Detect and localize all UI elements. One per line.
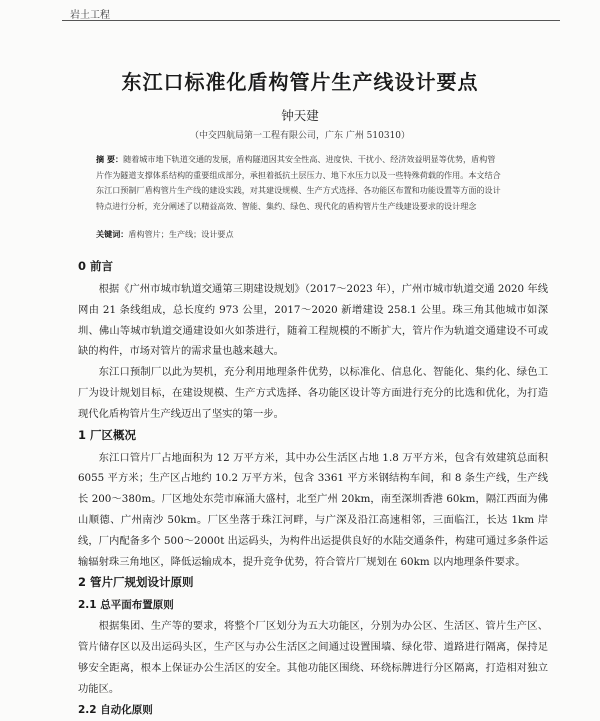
- subsection-heading-2-1: 2.1 总平面布置原则: [78, 599, 174, 612]
- abstract-text: 随着城市地下轨道交通的发展，盾构隧道因其安全性高、进度快、干扰小、经济效益明显等优势，盾构管片作为隧道支撑体系结构的重要组成部分，承担着抵抗土层压力、地下水压力以及一些特殊荷载的作用。本文结合东江口预制厂盾构管片生产线的建设实践，对其建设规模、生产方式选择、各功能区布置和功能设置等方面的设计特点进行分析，充分阐述了以精益高效、智能、集约、绿色、现代化的盾构管片生产线建设要求的设计理念: [96, 154, 501, 211]
- keywords: [96, 229, 501, 240]
- header-rule: [62, 20, 560, 21]
- paper-affiliation: （中交四航局第一工程有限公司，广东 广州 510310）: [189, 131, 411, 141]
- abstract: [96, 152, 501, 214]
- section-heading-2: 2 管片厂规划设计原则: [78, 575, 194, 590]
- abstract-label: 摘 要：: [96, 154, 124, 164]
- section-heading-1: 1 厂区概况: [78, 427, 137, 442]
- paper-body: [78, 256, 548, 721]
- keywords-label: 关键词：: [96, 229, 129, 239]
- paragraph: 根据集团、生产等的要求，将整个厂区划分为五大功能区，分别为办公区、生活区、管片生产区、管片储存区以及出运码头区，生产区与办公生活区之间通过设置围墙、绿化带、道路进行隔离，保持足够安全距离，根本上保证办公生活区的安全。其他功能区围绕、环绕标牌进行分区隔离，打造相对独立功能区。: [78, 620, 548, 695]
- running-head: 岩土工程: [70, 10, 110, 21]
- paragraph: 东江口预制厂以此为契机，充分利用地理条件优势，以标准化、信息化、智能化、集约化、绿色工厂为设计规划目标，在建设规模、生产方式选择、各功能区设计等方面进行充分的比选和优化，为打造现代化盾构管片生产线迈出了坚实的第一步。: [78, 366, 548, 420]
- keywords-text: 盾构管片；生产线；设计要点: [128, 229, 234, 239]
- section-heading-0: 0 前言: [78, 259, 114, 273]
- subsection-heading-2-2: 2.2 自动化原则: [78, 703, 153, 716]
- paragraph: 根据《广州市城市轨道交通第三期建设规划》（2017～2023 年），广州市城市轨道交通 2020 年线网由 21 条线组成，总长度约 973 公里，2017～2020 新增建设 258.1 公里。珠三角其他城市如深圳、佛山等城市轨道交通建设如火如荼进行，随着工程规模的不断扩大，管片作为轨道交通建设不可或缺的构件，市场对管片的需求量也越来越大。: [78, 283, 548, 358]
- paragraph: 东江口管片厂占地面积为 12 万平方米，其中办公生活区占地 1.8 万平方米，包含有效建筑总面积 6055 平方米；生产区占地约 10.2 万平方米，包含 3361 平方米钢结构车间，和 8 条生产线，生产线长 200～380m。厂区地处东莞市麻涌大盛村，北至广州 20km，南至深圳香港 60km，隔江西面为佛山顺德、广州南沙 50km。厂区坐落于珠江河畔，与广深及沿江高速相邻，三面临江，长达 1km 岸线，厂内配备多个 500～2000t 出运码头，为构件出运提供良好的水陆交通条件，构建可通过多条件运输辐射珠三角地区，降低运输成本，提升竞争优势，符合管片厂规划在 60km 以内地理条件要求。: [78, 451, 548, 568]
- paper-author: 钟天建: [281, 108, 319, 123]
- paper-title: 东江口标准化盾构管片生产线设计要点: [121, 70, 479, 94]
